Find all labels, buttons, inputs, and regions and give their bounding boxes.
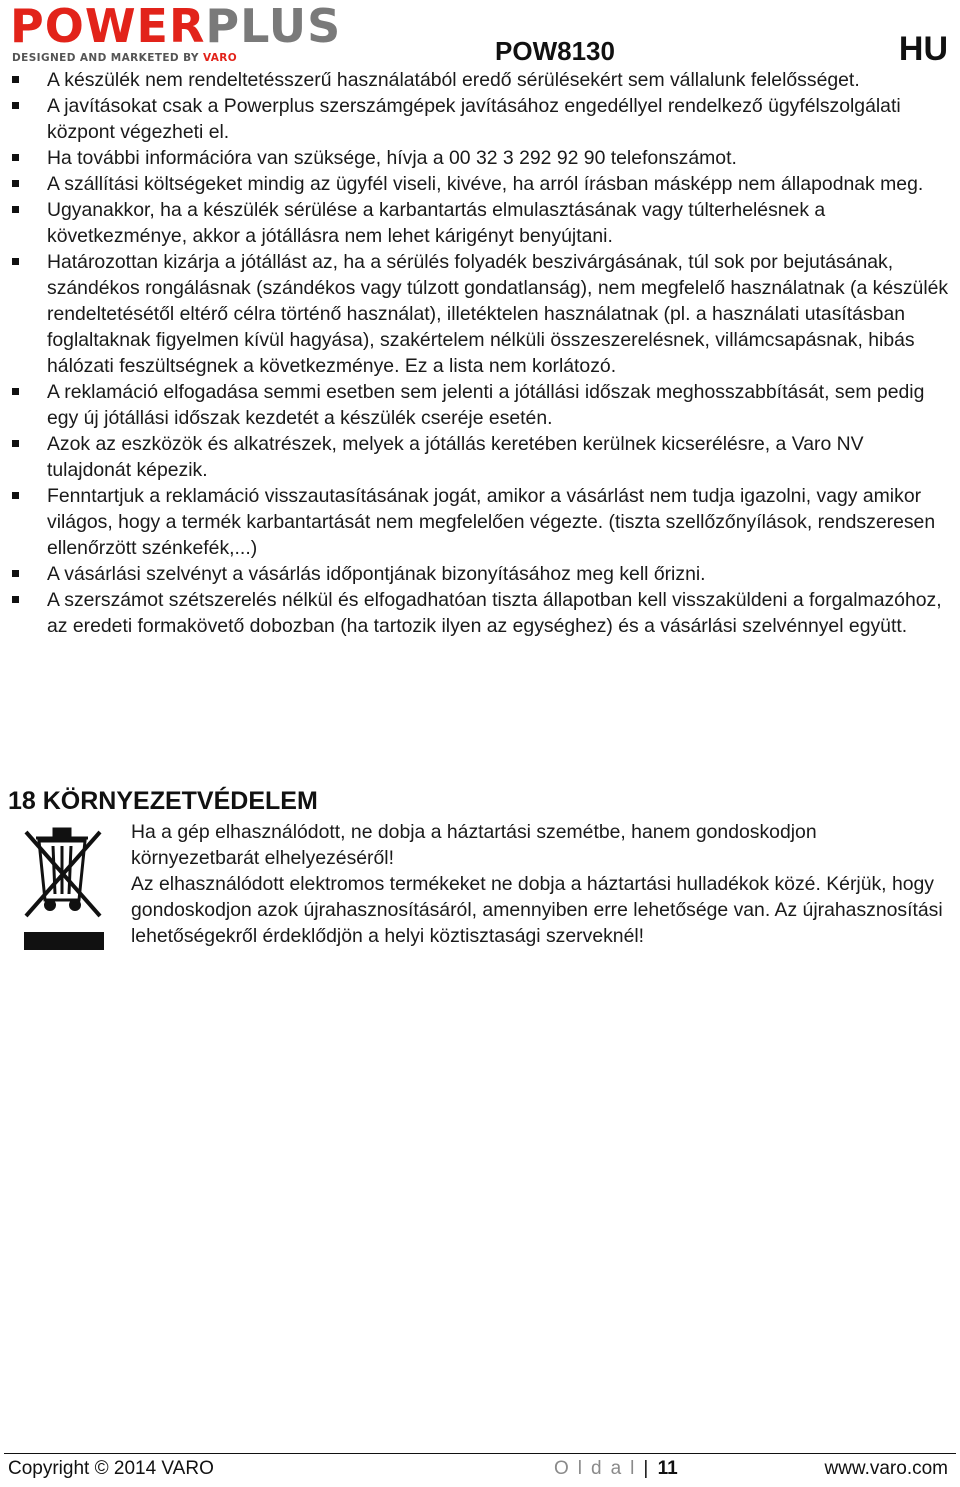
list-item-text: Fenntartjuk a reklamáció visszautasításának jogát, amikor a vásárlást nem tudja igazolni, vagy amikor világos, hogy a termék karbantartását nem megfelelően végezte. (tiszta szellőzőnyílások, rendszeresen ellenőrzött szénkefék,...)	[47, 485, 936, 559]
page-label: Oldal	[554, 1458, 644, 1479]
environment-paragraph: Ha a gép elhasználódott, ne dobja a háztartási szemétbe, hanem gondoskodjon környezetbarát elhelyezéséről!	[131, 821, 817, 869]
list-item	[0, 197, 950, 249]
logo-power-text: POWER	[10, 0, 206, 53]
copyright-text: Copyright © 2014 VARO	[8, 1458, 214, 1479]
model-number: POW8130	[495, 36, 615, 66]
square-bullet-icon	[12, 492, 19, 499]
list-item	[0, 587, 950, 639]
list-item	[0, 483, 950, 561]
square-bullet-icon	[12, 180, 19, 187]
square-bullet-icon	[12, 76, 19, 83]
logo-tagline-brand: VARO	[202, 52, 238, 64]
square-bullet-icon	[12, 388, 19, 395]
square-bullet-icon	[12, 440, 19, 447]
page-indicator	[554, 1458, 678, 1480]
logo-tagline-prefix: DESIGNED AND MARKETED BY	[12, 52, 199, 64]
list-item	[0, 93, 950, 145]
square-bullet-icon	[12, 596, 19, 603]
page-footer	[0, 1458, 960, 1484]
warranty-bullet-list	[0, 67, 950, 639]
list-item	[0, 249, 950, 379]
list-item-text: A szállítási költségeket mindig az ügyfél viseli, kivéve, ha arról írásban másképp nem állapodnak meg.	[47, 173, 924, 195]
square-bullet-icon	[12, 206, 19, 213]
list-item-text: A készülék nem rendeltetésszerű használatából eredő sérülésekért sem vállalunk felelősséget.	[47, 69, 860, 91]
square-bullet-icon	[12, 102, 19, 109]
website-text: www.varo.com	[824, 1458, 948, 1479]
environment-paragraph: Az elhasználódott elektromos termékeket ne dobja a háztartási hulladékok közé. Kérjük, hogy gondoskodjon azok újrahasznosításáról, amennyiben erre lehetősége van. Az újrahasznosítási lehetőségekről érdeklődjön a helyi köztisztasági szerveknél!	[131, 873, 943, 947]
list-item-text: Azok az eszközök és alkatrészek, melyek a jótállás keretében kerülnek kicserélésre, a Varo NV tulajdonát képezik.	[47, 433, 864, 481]
list-item-text: Ugyanakkor, ha a készülék sérülése a karbantartás elmulasztásának vagy túlterhelésnek a következménye, akkor a jótállásra nem lehet kárigényt benyújtani.	[47, 199, 826, 247]
list-item-text: Határozottan kizárja a jótállást az, ha a sérülés folyadék beszivárgásának, túl sok por bejutásának, szándékos rongálásnak (szándékos vagy túlzott gondatlanság), nem megfelelő használatnak (a készülék rendeltetésétől eltérő célra történő használat), illetéktelen használatnak (pl. a használati utasításban foglaltaknak figyelmen kívül hagyása), szakértelem nélküli összeszerelésnek, villámcsapásnak, hibás hálózati feszültségnek a következménye. Ez a lista nem korlátozó.	[47, 251, 949, 377]
list-item-text: A javításokat csak a Powerplus szerszámgépek javításához engedéllyel rendelkező ügyfélszolgálati központ végezheti el.	[47, 95, 901, 143]
square-bullet-icon	[12, 154, 19, 161]
list-item	[0, 379, 950, 431]
list-item	[0, 431, 950, 483]
section-title: 18 KÖRNYEZETVÉDELEM	[8, 787, 318, 815]
logo-tagline	[12, 52, 237, 64]
square-bullet-icon	[12, 570, 19, 577]
list-item-text: A reklamáció elfogadása semmi esetben sem jelenti a jótállási időszak meghosszabbítását, sem pedig egy új jótállási időszak kezdetét a készülék cseréje esetén.	[47, 381, 925, 429]
logo-plus-text: PLUS	[205, 0, 342, 53]
square-bullet-icon	[12, 258, 19, 265]
list-item	[0, 67, 950, 93]
logo-wordmark	[10, 0, 341, 54]
list-item-text: A vásárlási szelvényt a vásárlás időpontjának bizonyításához meg kell őrizni.	[47, 563, 706, 585]
footer-divider	[4, 1453, 956, 1454]
list-item-text: Ha további információra van szüksége, hívja a 00 32 3 292 92 90 telefonszámot.	[47, 147, 737, 169]
list-item	[0, 561, 950, 587]
list-item-text: A szerszámot szétszerelés nélkül és elfogadhatóan tiszta állapotban kell visszaküldeni a forgalmazóhoz, az eredeti formakövető dobozban (ha tartozik ilyen az egységhez) és a vásárlási szelvénnyel együtt.	[47, 589, 942, 637]
language-code: HU	[898, 30, 948, 68]
page-header	[0, 0, 960, 70]
environment-text	[131, 819, 946, 949]
list-item	[0, 171, 950, 197]
page-separator: |	[643, 1458, 649, 1479]
weee-crossed-bin-icon	[22, 824, 106, 954]
powerplus-logo	[10, 0, 430, 64]
page-number: 11	[657, 1458, 678, 1479]
list-item	[0, 145, 950, 171]
